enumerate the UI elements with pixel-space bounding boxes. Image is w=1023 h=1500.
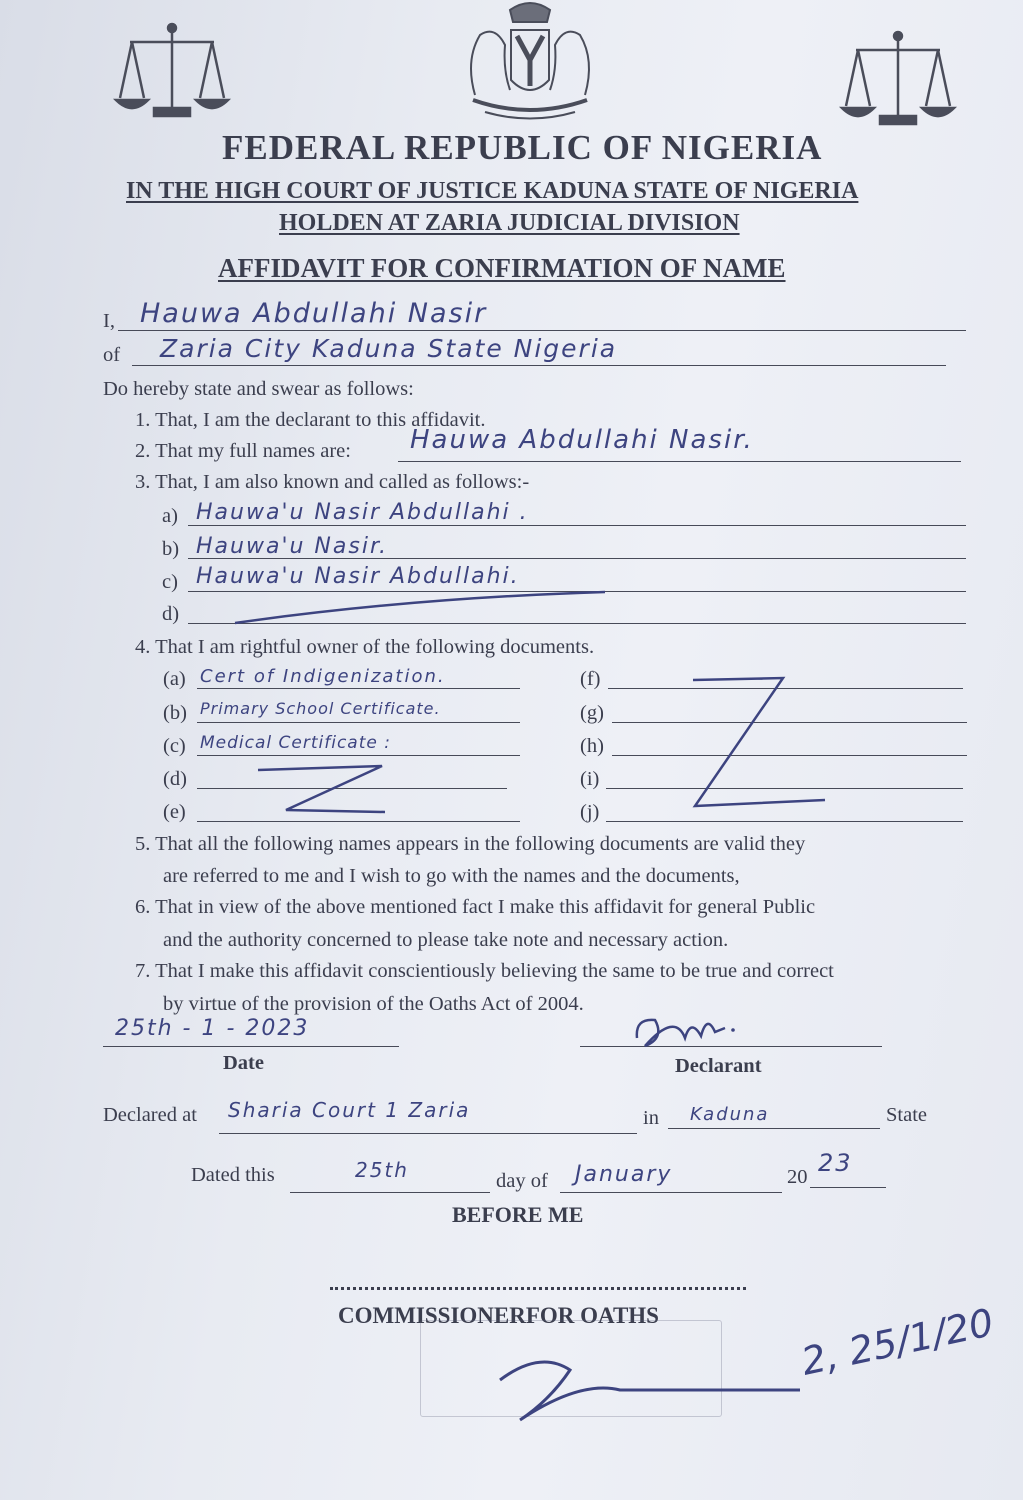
month-field[interactable]: January [575, 1162, 673, 1187]
alias-b-label: b) [162, 538, 180, 560]
marginal-note: 2, 25/1/20 [797, 1300, 998, 1384]
doc-c-label: (c) [163, 735, 186, 757]
doc-a-field[interactable]: Cert of Indigenization. [200, 666, 446, 687]
document-title: AFFIDAVIT FOR CONFIRMATION OF NAME [218, 253, 786, 283]
alias-c-field[interactable]: Hauwa'u Nasir Abdullahi. [196, 564, 520, 589]
alias-a-label: a) [162, 505, 178, 527]
date-label: Date [223, 1052, 264, 1074]
doc-b-field[interactable]: Primary School Certificate. [200, 699, 441, 718]
doc-b-label: (b) [163, 702, 187, 724]
clause-6-line2: and the authority concerned to please take note and necessary action. [163, 929, 729, 951]
coat-of-arms-emblem [455, 0, 605, 125]
court-heading: IN THE HIGH COURT OF JUSTICE KADUNA STATE OF NIGERIA [126, 178, 859, 204]
doc-g-label: (g) [580, 702, 604, 724]
declared-at-label: Declared at [103, 1104, 197, 1126]
day-of-label: day of [496, 1170, 548, 1192]
declarant-signature[interactable] [625, 1008, 745, 1054]
clause-5-line2: are referred to me and I wish to go with the names and the documents, [163, 865, 740, 887]
dated-this-label: Dated this [191, 1164, 275, 1186]
full-names-field[interactable]: Hauwa Abdullahi Nasir. [410, 425, 754, 455]
alias-a-field[interactable]: Hauwa'u Nasir Abdullahi . [196, 500, 529, 525]
before-me-label: BEFORE ME [452, 1202, 584, 1227]
scales-of-justice-right-icon [838, 28, 958, 133]
alias-b-field[interactable]: Hauwa'u Nasir. [196, 534, 388, 559]
clause-4: 4. That I am rightful owner of the following documents. [135, 636, 595, 658]
declared-state-field[interactable]: Kaduna [690, 1104, 770, 1125]
state-label: State [886, 1104, 927, 1126]
clause-2-label: 2. That my full names are: [135, 440, 351, 462]
clause-7-line1: 7. That I make this affidavit conscientiously believing the same to be true and correct [135, 960, 834, 982]
day-field[interactable]: 25th [355, 1158, 409, 1182]
clause-6-line1: 6. That in view of the above mentioned fact I make this affidavit for general Public [135, 896, 816, 918]
commissioner-label: COMMISSIONERFOR OATHS [338, 1303, 659, 1328]
doc-h-label: (h) [580, 735, 604, 757]
alias-d-label: d) [162, 603, 180, 625]
doc-f-label: (f) [580, 668, 601, 690]
clause-7-line2: by virtue of the provision of the Oaths Act of 2004. [163, 993, 584, 1015]
doc-j-label: (j) [580, 801, 600, 823]
doc-c-field[interactable]: Medical Certificate : [200, 733, 391, 753]
in-label: in [643, 1107, 659, 1129]
declared-at-field[interactable]: Sharia Court 1 Zaria [228, 1098, 471, 1122]
doc-e-label: (e) [163, 801, 186, 823]
date-field[interactable]: 25th - 1 - 2023 [115, 1016, 310, 1041]
declarant-name-field[interactable]: Hauwa Abdullahi Nasir [140, 298, 488, 329]
declarant-address-field[interactable]: Zaria City Kaduna State Nigeria [160, 334, 618, 363]
scales-of-justice-left-icon [112, 20, 232, 125]
year-prefix: 20 [787, 1166, 808, 1188]
clause-3: 3. That, I am also known and called as follows:- [135, 471, 530, 493]
doc-i-label: (i) [580, 768, 600, 790]
doc-de-strike-mark [250, 760, 390, 820]
alias-c-label: c) [162, 571, 178, 593]
year-field[interactable]: 23 [818, 1149, 853, 1177]
country-heading: FEDERAL REPUBLIC OF NIGERIA [222, 128, 823, 167]
doc-fj-strike-mark [685, 668, 835, 813]
division-heading: HOLDEN AT ZARIA JUDICIAL DIVISION [279, 210, 740, 236]
of-label: of [103, 344, 121, 366]
i-label: I, [103, 310, 115, 332]
clause-5-line1: 5. That all the following names appears in the following documents are valid they [135, 833, 806, 855]
clause-1: 1. That, I am the declarant to this affidavit. [135, 409, 486, 431]
declarant-label: Declarant [675, 1055, 762, 1077]
alias-d-strike-mark [230, 588, 610, 628]
intro-text: Do hereby state and swear as follows: [103, 378, 414, 400]
doc-a-label: (a) [163, 668, 186, 690]
doc-d-label: (d) [163, 768, 187, 790]
commissioner-signature-line [330, 1285, 746, 1290]
commissioner-signature [480, 1340, 810, 1430]
